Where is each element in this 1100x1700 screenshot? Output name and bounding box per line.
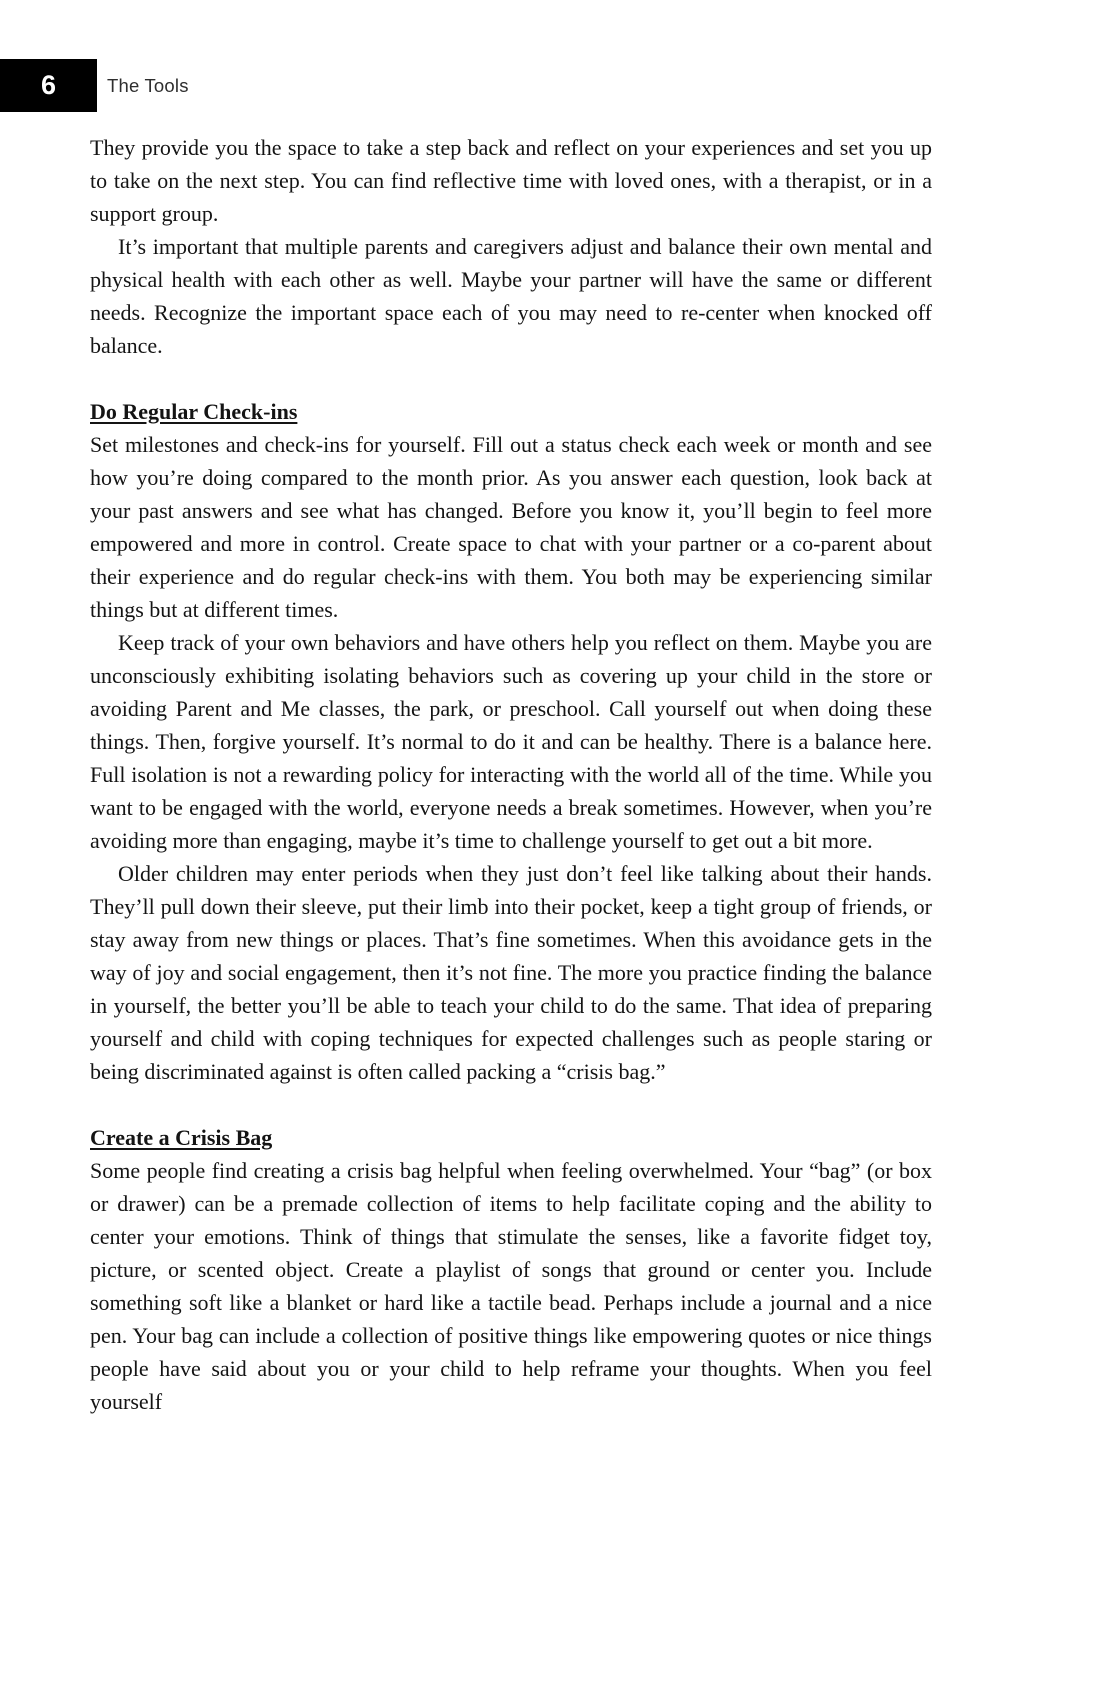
section-heading: Do Regular Check-ins (90, 399, 298, 424)
body-paragraph: They provide you the space to take a step back and reflect on your experiences and set you up to take on the next step. You can find reflective time with loved ones, with a therapist, or in a support group. (90, 135, 932, 226)
body-paragraph: Some people find creating a crisis bag helpful when feeling overwhelmed. Your “bag” (or box or drawer) can be a premade collection of items to help facilitate coping and the ability to center your emotions. Think of things that stimulate the senses, like a favorite fidget toy, picture, or scented object. Create a playlist of songs that ground or center you. Include something soft like a blanket or hard like a tactile bead. Perhaps include a journal and a nice pen. Your bag can include a collection of positive things like empowering quotes or nice things people have said about you or your child to help reframe your thoughts. When you feel yourself (90, 1158, 932, 1414)
page-body-text (90, 131, 932, 1418)
chapter-number-tab (0, 59, 97, 112)
chapter-number: 6 (40, 70, 57, 100)
running-header-title: The Tools (107, 74, 189, 96)
body-paragraph: Keep track of your own behaviors and have others help you reflect on them. Maybe you are unconsciously exhibiting isolating behaviors such as covering up your child in the store or avoiding Parent and Me classes, the park, or preschool. Call yourself out when doing these things. Then, forgive yourself. It’s normal to do it and can be healthy. There is a balance here. Full isolation is not a rewarding policy for interacting with the world all of the time. While you want to be engaged with the world, everyone needs a break sometimes. However, when you’re avoiding more than engaging, maybe it’s time to challenge yourself to get out a bit more. (90, 630, 932, 853)
body-paragraph: Older children may enter periods when they just don’t feel like talking about their hands. They’ll pull down their sleeve, put their limb into their pocket, keep a tight group of friends, or stay away from new things or places. That’s fine sometimes. When this avoidance gets in the way of joy and social engagement, then it’s not fine. The more you practice finding the balance in yourself, the better you’ll be able to teach your child to do the same. That idea of preparing yourself and child with coping techniques for expected challenges such as people staring or being discriminated against is often called packing a “crisis bag.” (90, 861, 932, 1084)
body-paragraph: It’s important that multiple parents and caregivers adjust and balance their own mental and physical health with each other as well. Maybe your partner will have the same or different needs. Recognize the important space each of you may need to re-center when knocked off balance. (90, 234, 932, 358)
body-paragraph: Set milestones and check-ins for yourself. Fill out a status check each week or month and see how you’re doing compared to the month prior. As you answer each question, look back at your past answers and see what has changed. Before you know it, you’ll begin to feel more empowered and more in control. Create space to chat with your partner or a co-parent about their experience and do regular check-ins with them. You both may be experiencing similar things but at different times. (90, 432, 932, 622)
section-heading: Create a Crisis Bag (90, 1125, 273, 1150)
